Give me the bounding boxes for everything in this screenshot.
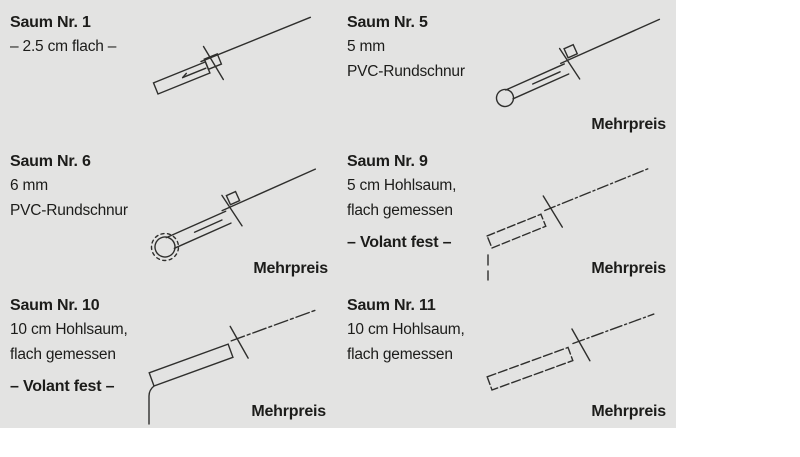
seam-spec-line-2: PVC-Rundschnur	[10, 201, 128, 219]
seam-spec-line-1: 10 cm Hohlsaum,	[10, 321, 128, 338]
seam-spec-line-2: flach gemessen	[347, 201, 453, 219]
seam-title: Saum Nr. 9	[347, 153, 428, 170]
volant-note: – Volant fest –	[10, 378, 115, 395]
seam-title: Saum Nr. 11	[347, 297, 436, 314]
seam-spec-line-1: 5 cm Hohlsaum,	[347, 177, 457, 194]
seam-title: Saum Nr. 10	[10, 297, 100, 314]
seam-title: Saum Nr. 6	[10, 153, 91, 170]
volant-note: – Volant fest –	[347, 234, 452, 251]
surcharge-label: Mehrpreis	[591, 403, 666, 420]
surcharge-label: Mehrpreis	[253, 260, 328, 277]
seam-spec-line-1: 10 cm Hohlsaum,	[347, 321, 465, 338]
seam-spec-line-2: flach gemessen	[10, 345, 116, 363]
seam-spec-line-2: PVC-Rundschnur	[347, 62, 465, 80]
seam-spec-line-1: – 2.5 cm flach –	[10, 38, 117, 55]
seam-title: Saum Nr. 5	[347, 14, 428, 31]
surcharge-label: Mehrpreis	[591, 260, 666, 277]
surcharge-label: Mehrpreis	[251, 403, 326, 420]
seam-title: Saum Nr. 1	[10, 14, 91, 31]
seam-spec-line-1: 6 mm	[10, 177, 48, 194]
pvc-round-cord-hem-diagram	[138, 155, 322, 269]
flat-hem-diagram	[148, 16, 326, 114]
surcharge-label: Mehrpreis	[591, 116, 666, 133]
pvc-round-cord-hem-diagram	[478, 14, 670, 120]
seam-spec-line-2: flach gemessen	[347, 345, 453, 363]
seam-spec-line-1: 5 mm	[347, 38, 385, 55]
